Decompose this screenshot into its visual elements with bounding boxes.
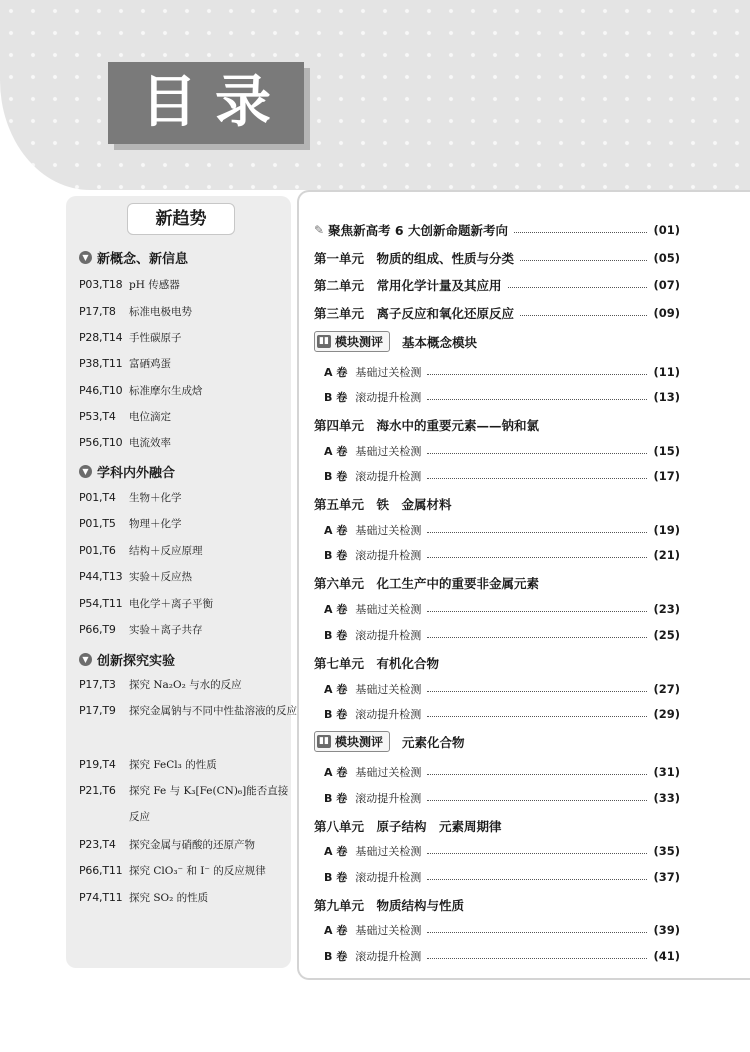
module-test-heading: ▮▮ 模块测评 元素化合物 — [314, 731, 465, 752]
trend-item: P74,T11 探究 SO₂ 的性质 — [79, 891, 209, 904]
toc-entry-unit[interactable]: 第三单元 离子反应和氧化还原反应 (09) — [314, 306, 680, 321]
trend-item: P56,T10 电流效率 — [79, 436, 171, 449]
trend-item: P66,T11 探究 ClO₃⁻ 和 I⁻ 的反应规律 — [79, 864, 266, 877]
unit-heading: 第八单元 原子结构 元素周期律 — [314, 819, 502, 834]
section-heading: ▼ 创新探究实验 — [79, 650, 175, 669]
toc-entry-test[interactable]: A 卷 基础过关检测 (19) — [324, 523, 680, 537]
trend-item: P01,T5 物理＋化学 — [79, 517, 182, 530]
section-heading: ▼ 学科内外融合 — [79, 462, 175, 481]
unit-heading: 第五单元 铁 金属材料 — [314, 497, 452, 512]
toc-entry-test[interactable]: A 卷 基础过关检测 (23) — [324, 602, 680, 616]
toc-entry-test[interactable]: A 卷 基础过关检测 (11) — [324, 365, 680, 379]
module-badge: ▮▮ 模块测评 — [314, 331, 390, 352]
new-trends-tab: 新趋势 — [127, 203, 235, 235]
unit-heading: 第七单元 有机化合物 — [314, 656, 440, 671]
trend-item: P23,T4 探究金属与硝酸的还原产物 — [79, 838, 255, 851]
toc-entry-test[interactable]: B 卷 滚动提升检测 (17) — [324, 469, 680, 483]
unit-heading: 第四单元 海水中的重要元素——钠和氯 — [314, 418, 540, 433]
trend-item: P66,T9 实验＋离子共存 — [79, 623, 203, 636]
chevron-down-icon: ▼ — [79, 653, 92, 666]
toc-entry-test[interactable]: A 卷 基础过关检测 (35) — [324, 844, 680, 858]
toc-entry-test[interactable]: B 卷 滚动提升检测 (37) — [324, 870, 680, 884]
unit-heading: 第六单元 化工生产中的重要非金属元素 — [314, 576, 540, 591]
trend-item: P46,T10 标准摩尔生成焓 — [79, 384, 203, 397]
toc-entry-test[interactable]: B 卷 滚动提升检测 (41) — [324, 949, 680, 963]
trend-item: P28,T14 手性碳原子 — [79, 331, 182, 344]
toc-entry-feature[interactable]: ✎ 聚焦新高考 6 大创新命题新考向 (01) — [314, 223, 680, 238]
page-title: 目录 — [108, 62, 304, 144]
trend-item: P17,T9 探究金属钠与不同中性盐溶液的反应 — [79, 704, 297, 717]
trend-item: P01,T4 生物＋化学 — [79, 491, 182, 504]
toc-entry-test[interactable]: A 卷 基础过关检测 (31) — [324, 765, 680, 779]
bar-chart-icon: ▮▮ — [317, 735, 331, 748]
toc-entry-test[interactable]: B 卷 滚动提升检测 (13) — [324, 390, 680, 404]
module-test-heading: ▮▮ 模块测评 基本概念模块 — [314, 331, 477, 352]
bar-chart-icon: ▮▮ — [317, 335, 331, 348]
trend-item: P38,T11 富硒鸡蛋 — [79, 357, 171, 370]
pen-icon: ✎ — [314, 223, 325, 237]
toc-entry-test[interactable]: B 卷 滚动提升检测 (29) — [324, 707, 680, 721]
toc-entry-test[interactable]: A 卷 基础过关检测 (15) — [324, 444, 680, 458]
trend-item: P17,T8 标准电极电势 — [79, 305, 192, 318]
trend-item: P54,T11 电化学＋离子平衡 — [79, 597, 213, 610]
trend-item: P17,T3 探究 Na₂O₂ 与水的反应 — [79, 678, 242, 691]
toc-entry-test[interactable]: B 卷 滚动提升检测 (33) — [324, 791, 680, 805]
toc-entry-test[interactable]: A 卷 基础过关检测 (27) — [324, 682, 680, 696]
section-heading: ▼ 新概念、新信息 — [79, 248, 188, 267]
trend-item: P19,T4 探究 FeCl₃ 的性质 — [79, 758, 217, 771]
unit-heading: 第九单元 物质结构与性质 — [314, 898, 465, 913]
chevron-down-icon: ▼ — [79, 251, 92, 264]
toc-entry-unit[interactable]: 第二单元 常用化学计量及其应用 (07) — [314, 278, 680, 293]
toc-entry-test[interactable]: B 卷 滚动提升检测 (21) — [324, 548, 680, 562]
module-badge: ▮▮ 模块测评 — [314, 731, 390, 752]
trend-item: P01,T6 结构＋反应原理 — [79, 544, 203, 557]
toc-entry-test[interactable]: B 卷 滚动提升检测 (25) — [324, 628, 680, 642]
trend-item: P44,T13 实验＋反应热 — [79, 570, 192, 583]
trend-item: P21,T6 探究 Fe 与 K₃[Fe(CN)₆]能否直接反应 — [79, 784, 289, 823]
toc-entry-test[interactable]: A 卷 基础过关检测 (39) — [324, 923, 680, 937]
trend-item: P53,T4 电位滴定 — [79, 410, 171, 423]
chevron-down-icon: ▼ — [79, 465, 92, 478]
toc-entry-unit[interactable]: 第一单元 物质的组成、性质与分类 (05) — [314, 251, 680, 266]
trend-item: P03,T18 pH 传感器 — [79, 278, 180, 291]
